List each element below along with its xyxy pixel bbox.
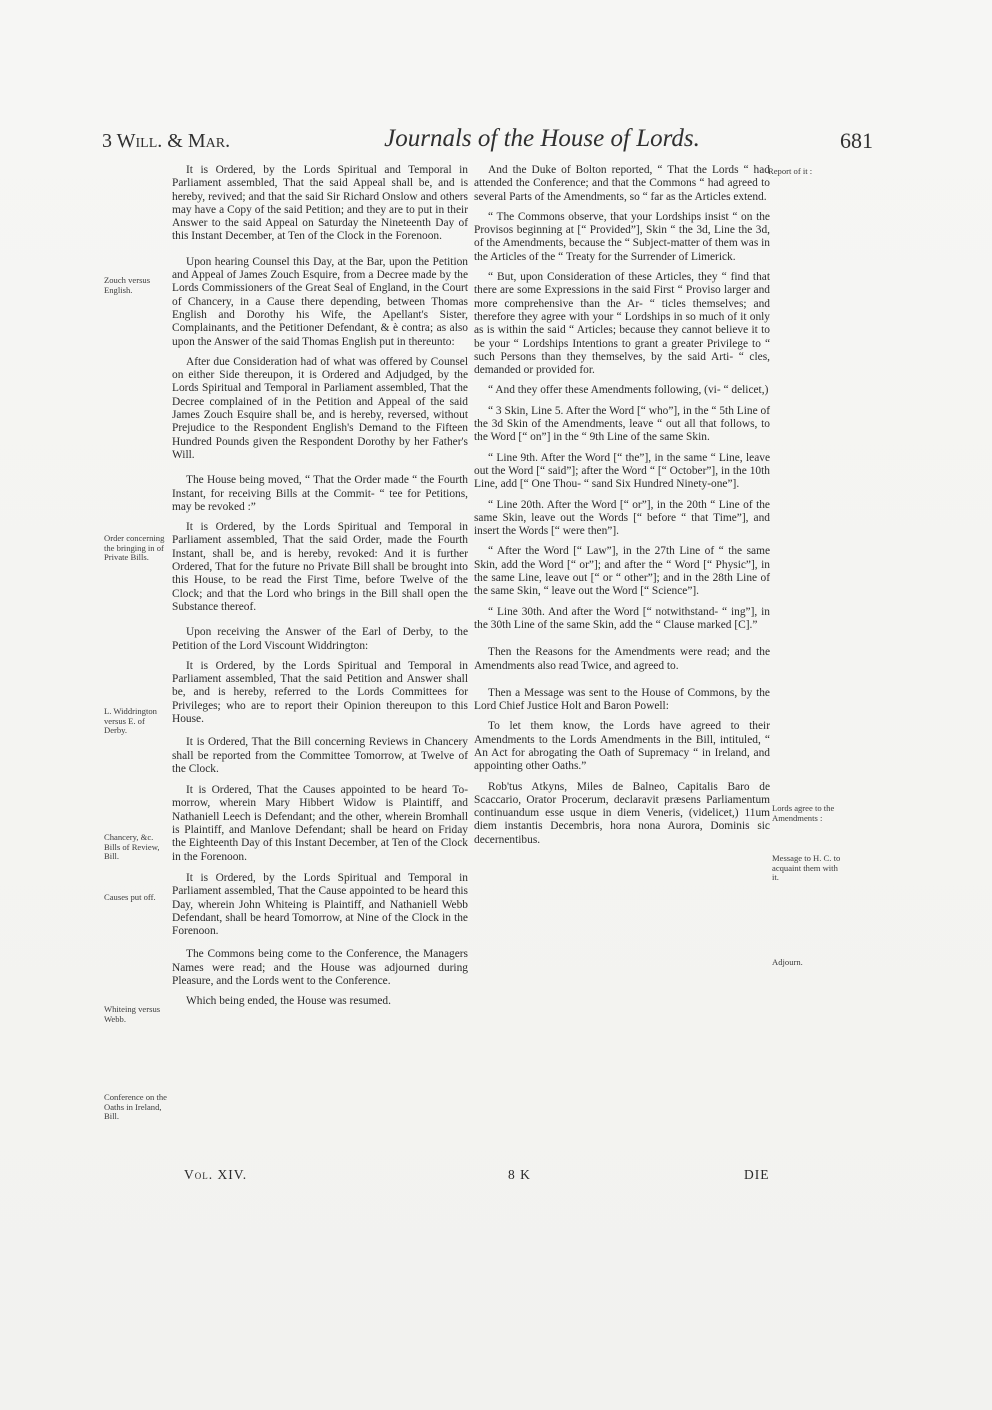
paragraph: “ The Commons observe, that your Lordships insist “ on the Provisos beginning at [“ Provided”], Skin “ the 3d, Line the 3d, of the Amendments, because the “ Subject-matter of them was in the Articles of the “ Treaty for the Surrender of Limerick.	[474, 210, 770, 263]
paragraph: Upon receiving the Answer of the Earl of Derby, to the Petition of the Lord Viscount Widdrington:	[172, 626, 468, 652]
paragraph: “ But, upon Consideration of these Articles, they “ find that there are some Expressions in the said First “ Proviso larger and more comprehensive than the Ar- “ ticles themselves; and therefore they agree with your “ Lordships in so much of it only as is within the said “ Articles; because they cannot believe it to be your “ Lordships Intentions to grant a greater Privilege to “ such Persons than they themselves, by the said Arti- “ cles, demanded or provided for.	[474, 271, 770, 377]
paragraph: Rob'tus Atkyns, Miles de Balneo, Capitalis Baro de Scaccario, Orator Procerum, declaravit præsens Parliamentum continuandum esse usque in diem Veneris, (videlicet,) 11um diem instantis Decembris, hora nona Aurora, Dominis sic decernentibus.	[474, 780, 770, 846]
paragraph: It is Ordered, by the Lords Spiritual and Temporal in Parliament assembled, That the Cause appointed to be heard this Day, wherein John Whiteing is Plaintiff, and Nathaniell Webb Defendant, shall be heard Tomorrow, at Nine of the Clock in the Forenoon.	[172, 871, 468, 938]
footer-volume: Vol. XIV.	[184, 1167, 248, 1182]
paragraph: It is Ordered, by the Lords Spiritual and Temporal in Parliament assembled, That the said Petition and Answer shall be, and is hereby, referred to the Lords Committees for Privileges; who are to report their Opinion thereupon to this House.	[172, 659, 468, 725]
margin-note-agree: Lords agree to the Amendments :	[772, 803, 835, 823]
header-reign: 3 Will. & Mar.	[102, 130, 231, 152]
paragraph: It is Ordered, by the Lords Spiritual and Temporal in Parliament assembled, That the said Order, made the Fourth Instant, shall be, and is hereby, revoked: And it is further Ordered, That for the future no Private Bill shall be brought into this House, to be read the First Time, before Twelve of the Clock; and that the Lord who brings in the Bill shall open the Substance thereof.	[172, 521, 468, 613]
paragraph: “ Line 30th. And after the Word [“ notwithstand- “ ing”], in the 30th Line of the same Skin, add the “ Clause marked [C].”	[474, 605, 770, 631]
margin-note-order: Order concerning the bringing in of Private Bills.	[104, 533, 165, 563]
left-column	[172, 164, 468, 1016]
paragraph: Then the Reasons for the Amendments were read; and the Amendments also read Twice, and agreed to.	[474, 646, 770, 672]
paragraph: To let them know, the Lords have agreed to their Amendments to the Lords Amendments in the Bill, intituled, “ An Act for abrogating the Oath of Supremacy “ in Ireland, and appointing other Oaths.”	[474, 720, 770, 773]
margin-note-report: Report of it :	[768, 166, 813, 176]
margin-note-causes: Causes put off.	[104, 892, 156, 902]
paragraph: “ And they offer these Amendments following, (vi- “ delicet,)	[488, 384, 769, 397]
header-title: Journals of the House of Lords.	[384, 125, 700, 152]
page-number: 681	[840, 128, 873, 153]
paragraph: The Commons being come to the Conference, the Managers Names were read; and the House was adjourned during Pleasure, and the Lords went to the Conference.	[172, 948, 468, 988]
paragraph: Then a Message was sent to the House of Commons, by the Lord Chief Justice Holt and Baron Powell:	[474, 686, 770, 713]
paragraph: “ After the Word [“ Law”], in the 27th Line of “ the same Skin, add the Word [“ or”]; and after the “ Word [“ Physic”], in the same Line, leave out [“ or “ other”]; and in the 28th Line of the same Skin, “ leave out the Word [“ Science”].	[474, 545, 770, 598]
paragraph: It is Ordered, That the Bill concerning Reviews in Chancery shall be reported from the Committee Tomorrow, at Twelve of the Clock.	[172, 736, 468, 775]
right-column	[474, 164, 770, 854]
paragraph: “ Line 9th. After the Word [“ the”], in the same “ Line, leave out the Word [“ said”]; after the Word “ [“ October”], in the 10th Line, add [“ One Thou- “ sand Six Hundred Ninety-one”].	[474, 451, 770, 491]
margin-note-whiteing: Whiteing versus Webb.	[104, 1004, 161, 1024]
paragraph: After due Consideration had of what was offered by Counsel on either Side thereupon, it is Ordered and Adjudged, by the Lords Spiritual and Temporal in Parliament assembled, That the Decree complained of in the Petition and Appeal of the said James Zouch Esquire shall be, and is hereby, reversed, without Prejudice to the Respondent English's Demand to the Fifteen Hundred Pounds given the Respondent Dorothy by her Father's Will.	[172, 355, 468, 461]
footer-catchword: DIE	[744, 1167, 770, 1182]
margin-note-conference: Conference on the Oaths in Ireland, Bill.	[104, 1092, 167, 1122]
margin-note-adjourn: Adjourn.	[772, 957, 803, 967]
paragraph: Upon hearing Counsel this Day, at the Bar, upon the Petition and Appeal of James Zouch Esquire, from a Decree made by the Lords Commissioners of the Great Seal of England, in the Court of Chancery, in a Cause there depending, between Thomas English and Dorothy his Wife, the Apellant's Sister, Complainants, and the Petitioner Defendant, & è contra; as also upon the Answer of the said Thomas English put in thereunto:	[172, 255, 468, 348]
margin-note-message: Message to H. C. to acquaint them with it.	[772, 853, 841, 883]
paragraph: “ 3 Skin, Line 5. After the Word [“ who”], in the “ 5th Line of the 3d Skin of the Amendments, leave “ out all that follows, to the Word [“ on”] in the “ 9th Line of the same Skin.	[474, 404, 770, 444]
margin-note-zouch: Zouch versus English.	[104, 275, 151, 295]
paragraph: It is Ordered, by the Lords Spiritual and Temporal in Parliament assembled, That the said Appeal shall be, and is hereby, revived; and that the said Sir Richard Onslow and others may have a Copy of the said Petition; and they are to put in their Answer to the said Appeal on Saturday the Nineteenth Day of this Instant December, at Ten of the Clock in the Forenoon.	[172, 164, 468, 243]
paragraph: Which being ended, the House was resumed.	[186, 995, 391, 1008]
paragraph: And the Duke of Bolton reported, “ That the Lords “ had attended the Conference; and that the Commons “ had agreed to several Parts of the Amendments, so “ far as the Articles extend.	[474, 164, 770, 203]
paragraph: The House being moved, “ That the Order made “ the Fourth Instant, for receiving Bills at the Commit- “ tee for Petitions, may be revoked :”	[172, 474, 468, 513]
paragraph: “ Line 20th. After the Word [“ or”], in the 20th “ Line of the same Skin, leave out the Words [“ before “ that Time”], and insert the Words [“ were then”].	[474, 498, 770, 538]
paragraph: It is Ordered, That the Causes appointed to be heard To-morrow, wherein Mary Hibbert Widow is Plaintiff, and Nathaniell Leech is Defendant; and the other, wherein Bromhall is Plaintiff, and Manlove Defendant; shall be heard on Friday the Eighteenth Day of this Instant December, at Ten of the Clock in the Forenoon.	[172, 784, 468, 863]
margin-note-widdrington: L. Widdrington versus E. of Derby.	[104, 706, 157, 736]
footer-signature: 8 K	[508, 1167, 531, 1182]
margin-note-chancery: Chancery, &c. Bills of Review, Bill.	[104, 832, 160, 862]
